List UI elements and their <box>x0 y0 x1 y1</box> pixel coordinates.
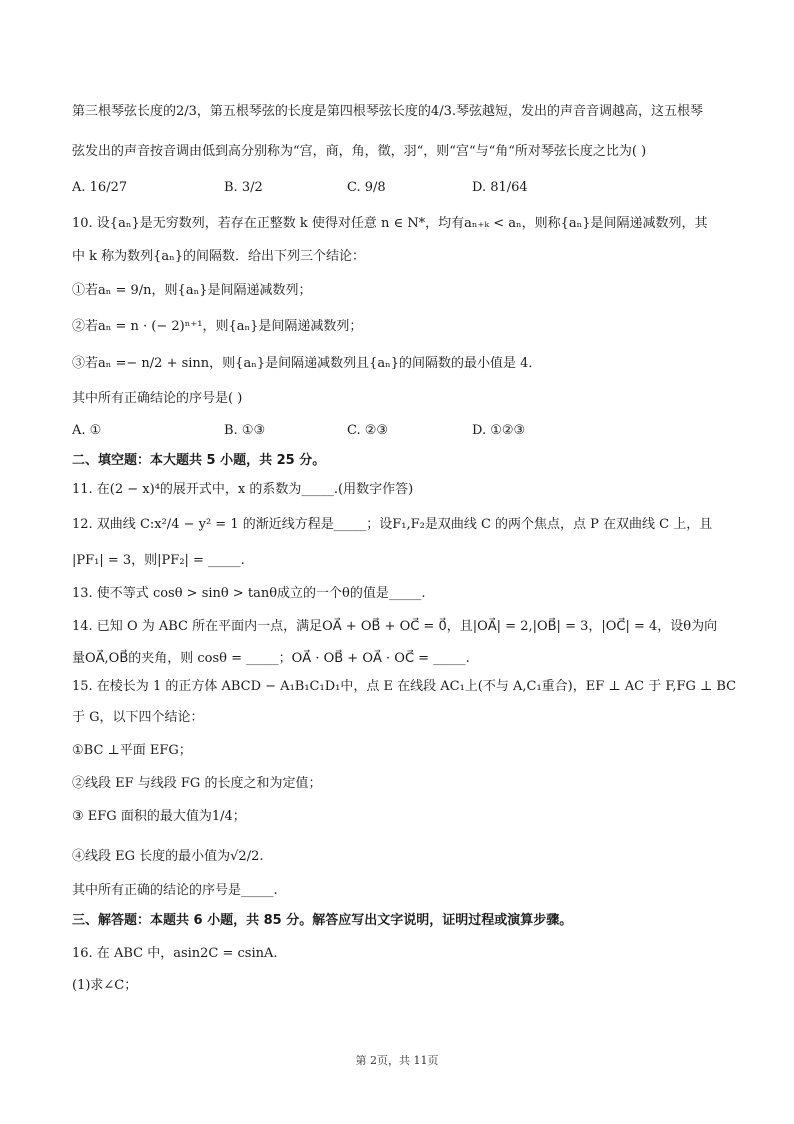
q15-statement-3: ③ EFG 面积的最大值为1/4； <box>72 809 246 824</box>
q14-line-2: 量OA⃗,OB⃗的夹角，则 cosθ = _____；OA⃗ · OB⃗ + OA⃗ · OC⃗ = _____. <box>72 651 470 666</box>
q10-option-a: A. ① <box>72 423 102 438</box>
q9-line-1: 第三根琴弦长度的2/3，第五根琴弦的长度是第四根琴弦长度的4/3.琴弦越短，发出的声音音调越高，这五根琴 <box>72 104 703 119</box>
q16-part-1: (1)求∠C； <box>72 978 138 993</box>
q12-line-2: |PF₁| = 3，则|PF₂| = _____. <box>72 553 245 568</box>
q15-ask: 其中所有正确的结论的序号是_____. <box>72 883 278 898</box>
q10-statement-2: ②若aₙ = n · (− 2)ⁿ⁺¹，则{aₙ}是间隔递减数列； <box>72 319 363 334</box>
q10-option-c: C. ②③ <box>347 423 389 438</box>
q15-statement-1: ①BC ⊥平面 EFG； <box>72 743 192 758</box>
q15-statement-4: ④线段 EG 长度的最小值为√2/2. <box>72 849 264 864</box>
page-footer: 第 2页，共 11页 <box>355 1054 439 1067</box>
q15-line-1: 15. 在棱长为 1 的正方体 ABCD − A₁B₁C₁D₁中，点 E 在线段 AC₁上(不与 A,C₁重合)，EF ⊥ AC 于 F,FG ⊥ BC <box>72 679 737 694</box>
section-3-heading: 三、解答题：本题共 6 小题，共 85 分。解答应写出文字说明，证明过程或演算步骤。 <box>72 913 573 928</box>
q14-line-1: 14. 已知 O 为 ABC 所在平面内一点，满足OA⃗ + OB⃗ + OC⃗ = 0⃗，且|OA⃗| = 2,|OB⃗| = 3，|OC⃗| = 4，设θ为向 <box>72 619 718 634</box>
q12-line-1: 12. 双曲线 C:x²/4 − y² = 1 的渐近线方程是_____；设F₁,F₂是双曲线 C 的两个焦点，点 P 在双曲线 C 上，且 <box>72 517 713 532</box>
q9-option-a: A. 16/27 <box>72 180 128 195</box>
q13: 13. 使不等式 cosθ > sinθ > tanθ成立的一个θ的值是_____. <box>72 586 426 601</box>
q10-options <box>72 419 732 443</box>
q15-line-2: 于 G，以下四个结论： <box>72 710 204 725</box>
q9-options <box>72 176 732 200</box>
q9-line-2: 弦发出的声音按音调由低到高分别称为“宫，商，角，徵，羽“，则“宫“与“角“所对琴弦长度之比为( ) <box>72 144 647 159</box>
section-2-heading: 二、填空题：本大题共 5 小题，共 25 分。 <box>72 453 326 468</box>
q10-line-1: 10. 设{aₙ}是无穷数列，若存在正整数 k 使得对任意 n ∈ N*，均有aₙ₊ₖ < aₙ，则称{aₙ}是间隔递减数列，其 <box>72 216 708 231</box>
q10-option-b: B. ①③ <box>224 423 266 438</box>
q15-statement-2: ②线段 EF 与线段 FG 的长度之和为定值； <box>72 776 322 791</box>
q9-option-d: D. 81/64 <box>472 180 528 195</box>
q11: 11. 在(2 − x)⁴的展开式中，x 的系数为_____.(用数字作答) <box>72 482 414 497</box>
q10-line-2: 中 k 称为数列{aₙ}的间隔数．给出下列三个结论： <box>72 249 366 264</box>
q10-statement-3: ③若aₙ =− n/2 + sinn，则{aₙ}是间隔递减数列且{aₙ}的间隔数的最小值是 4． <box>72 356 542 371</box>
q10-option-d: D. ①②③ <box>472 423 526 438</box>
q16-line-1: 16. 在 ABC 中，asin2C = csinA. <box>72 946 278 961</box>
q9-option-c: C. 9/8 <box>347 180 386 195</box>
q10-statement-1: ①若aₙ = 9/n，则{aₙ}是间隔递减数列； <box>72 283 312 298</box>
q9-option-b: B. 3/2 <box>224 180 263 195</box>
q10-ask: 其中所有正确结论的序号是( ) <box>72 391 243 406</box>
